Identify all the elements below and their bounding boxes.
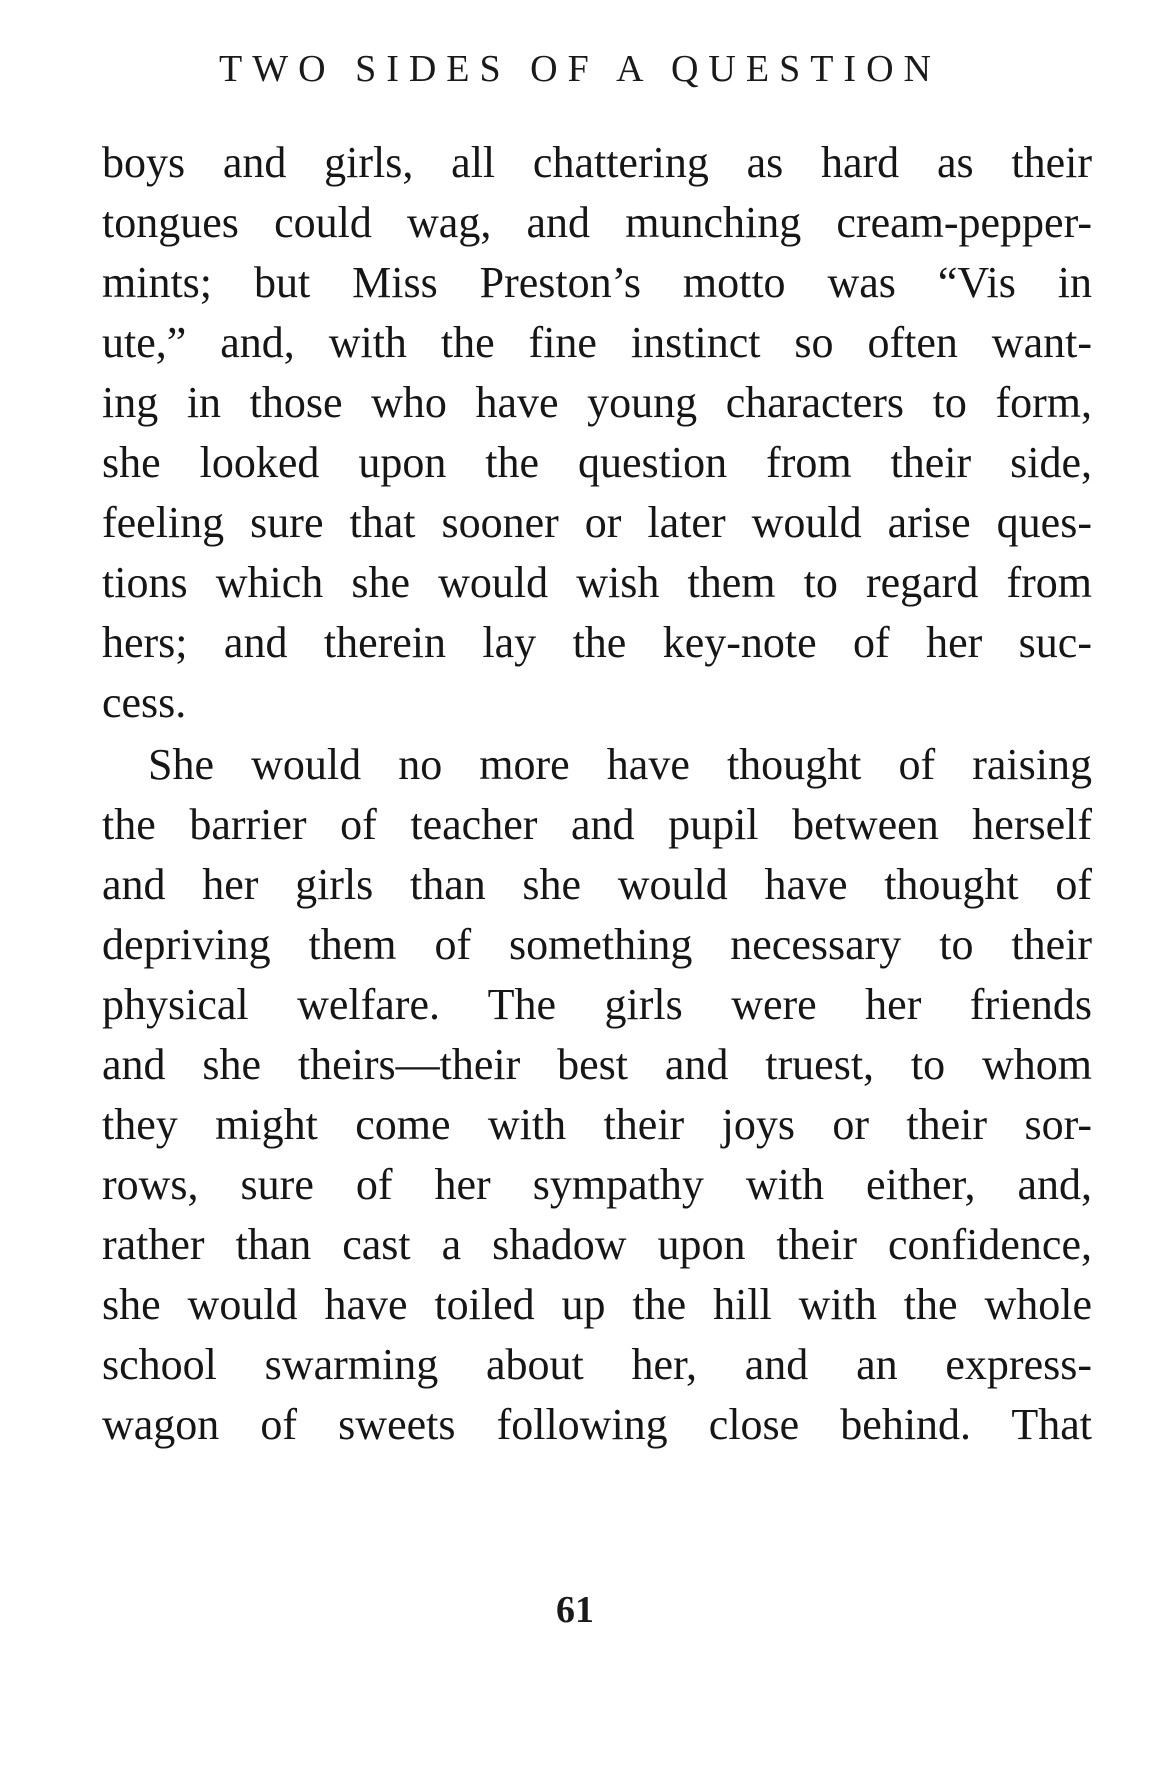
running-head: TWO SIDES OF A QUESTION (219, 48, 941, 90)
text-line: hers; and therein lay the key-note of her suc- (102, 618, 1092, 667)
text-line: school swarming about her, and an express- (102, 1340, 1092, 1389)
text-line: ing in those who have young characters to form, (102, 378, 1092, 427)
text-line: and her girls than she would have thought of (102, 860, 1092, 909)
text-line: tions which she would wish them to regard from (102, 558, 1092, 607)
text-line: cess. (102, 678, 187, 727)
text-line: the barrier of teacher and pupil between herself (102, 800, 1092, 849)
page-number: 61 (556, 1589, 594, 1631)
text-line: physical welfare. The girls were her friends (102, 980, 1092, 1029)
text-line: and she theirs—their best and truest, to whom (102, 1040, 1092, 1089)
text-line: ute,” and, with the fine instinct so often want- (102, 318, 1092, 367)
text-line: rather than cast a shadow upon their confidence, (102, 1220, 1092, 1269)
text-line: boys and girls, all chattering as hard as their (102, 138, 1092, 187)
text-line: depriving them of something necessary to their (102, 920, 1092, 969)
text-line: feeling sure that sooner or later would arise ques- (102, 498, 1092, 547)
text-line: tongues could wag, and munching cream-pepper- (102, 198, 1092, 247)
text-line: wagon of sweets following close behind. That (102, 1400, 1092, 1449)
text-line: they might come with their joys or their sor- (102, 1100, 1092, 1149)
text-line: she looked upon the question from their side, (102, 438, 1092, 487)
text-line: rows, sure of her sympathy with either, and, (102, 1160, 1092, 1209)
text-line: she would have toiled up the hill with the whole (102, 1280, 1092, 1329)
text-line: She would no more have thought of raising (148, 740, 1092, 789)
text-line: mints; but Miss Preston’s motto was “Vis in (102, 258, 1092, 307)
